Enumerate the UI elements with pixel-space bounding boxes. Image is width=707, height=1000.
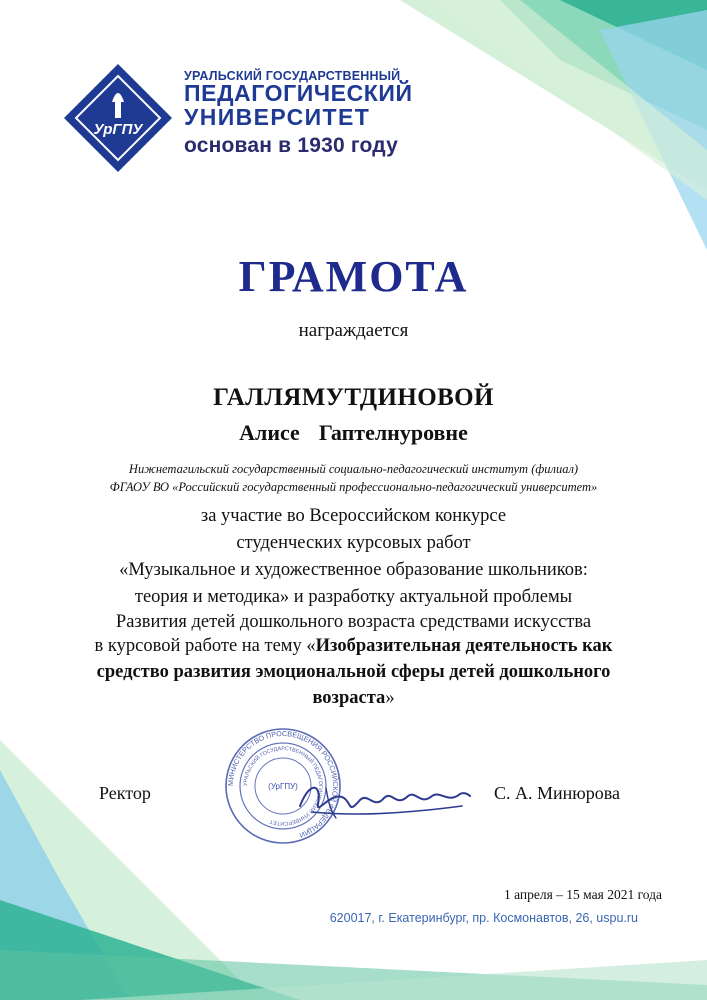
topic-line-1	[0, 636, 707, 657]
body-line: «Музыкальное и художественное образование школьников:	[119, 560, 588, 580]
topic-line-2: средство развития эмоциональной сферы детей дошкольного	[96, 662, 611, 682]
event-dates: 1 апреля – 15 мая 2021 года	[503, 887, 662, 902]
institution-line-2: ФГАОУ ВО «Российский государственный профессионально-педагогический университет»	[109, 480, 598, 494]
seal-outer-text: МИНИСТЕРСТВО ПРОСВЕЩЕНИЯ РОССИЙСКОЙ ФЕДЕРАЦИИ	[225, 728, 341, 840]
topic-line-3	[0, 688, 707, 709]
logo-emblem-text: УрГПУ	[93, 121, 143, 138]
institution-line-1: Нижнетагильский государственный социально-педагогический институт (филиал)	[128, 462, 579, 476]
body-line: Развития детей дошкольного возраста средствами искусства	[115, 612, 592, 632]
signer-role: Ректор	[99, 783, 151, 803]
rector-signature-icon	[292, 770, 474, 828]
logo-line-4: основан в 1930 году	[184, 134, 398, 157]
body-line: теория и методика» и разработку актуальной проблемы	[134, 587, 573, 607]
seal-inner-text: УРАЛЬСКИЙ ГОСУДАРСТВЕННЫЙ ПЕДАГОГИЧЕСКИЙ УНИВЕРСИТЕТ	[242, 745, 324, 827]
awarded-label: награждается	[298, 320, 409, 341]
body-line: за участие во Всероссийском конкурсе	[200, 506, 507, 526]
topic-lead: в курсовой работе на тему «	[94, 636, 316, 656]
certificate-title: ГРАМОТА	[238, 252, 469, 301]
logo-line-2: ПЕДАГОГИЧЕСКИЙ	[184, 80, 413, 106]
logo-line-1: УРАЛЬСКИЙ ГОСУДАРСТВЕННЫЙ	[184, 69, 401, 83]
topic-bold-3: возраста	[312, 688, 386, 708]
body-line: студенческих курсовых работ	[236, 533, 471, 553]
seal-center-text: (УрГПУ)	[268, 782, 298, 791]
logo-line-3: УНИВЕРСИТЕТ	[184, 104, 371, 130]
topic-bold-1: Изобразительная деятельность как	[315, 636, 613, 656]
university-logo-icon	[62, 62, 174, 174]
signer-name: С. А. Минюрова	[494, 783, 620, 803]
footer-address: 620017, г. Екатеринбург, пр. Космонавтов, 26, uspu.ru	[329, 911, 638, 925]
topic-close: »	[385, 688, 395, 708]
recipient-given-names: Алисе Гаптелнуровне	[239, 420, 468, 445]
recipient-surname: ГАЛЛЯМУТДИНОВОЙ	[213, 384, 494, 411]
